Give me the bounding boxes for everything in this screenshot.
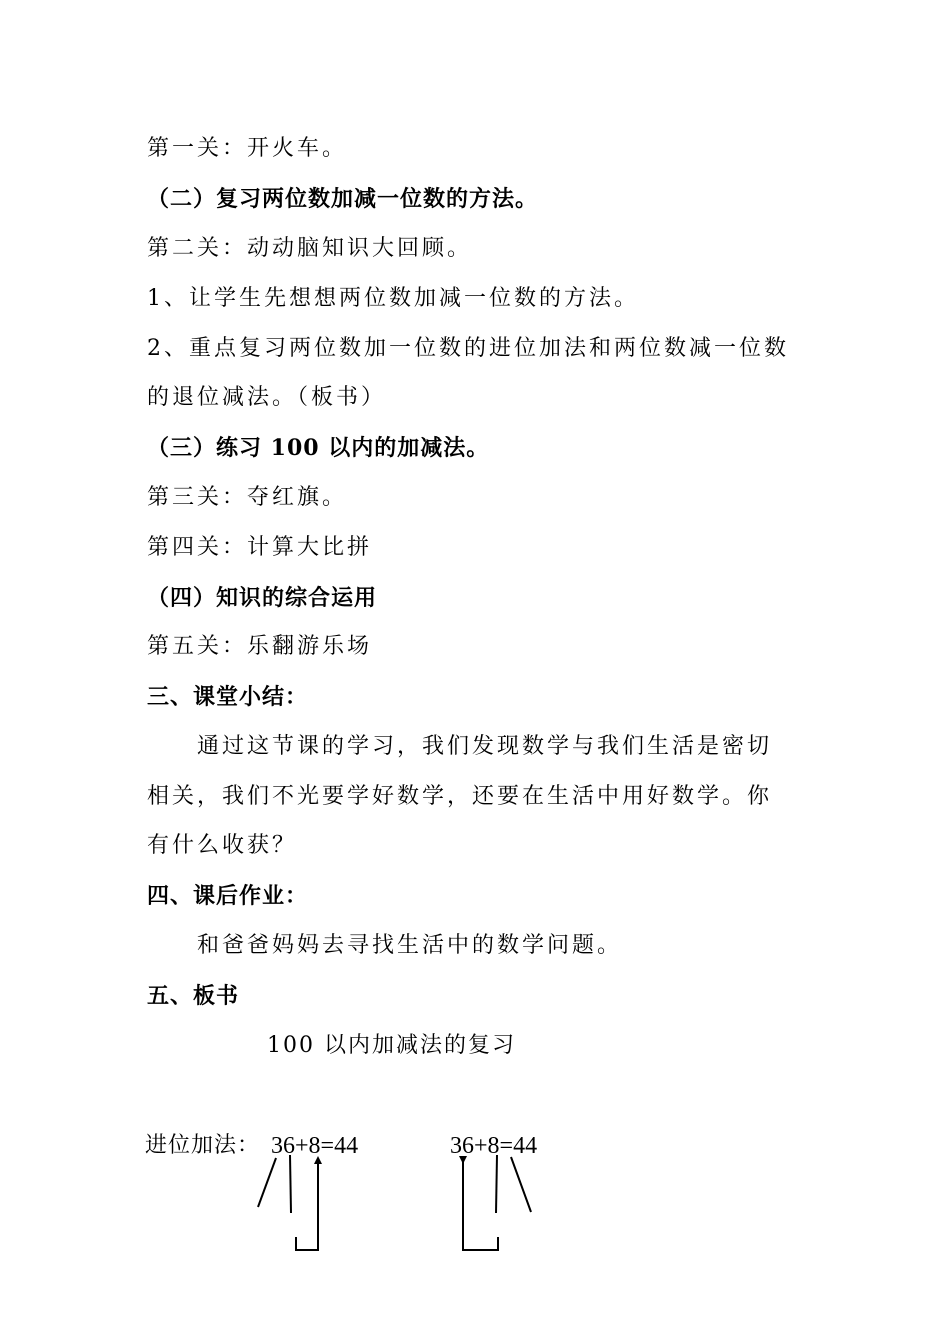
left-diagram-strokes: [258, 1155, 318, 1250]
item-two-line: 2、重点复习两位数加一位数的进位加法和两位数减一位数: [147, 336, 789, 361]
summary-paragraph-line-1: 通过这节课的学习，我们发现数学与我们生活是密切: [197, 734, 773, 759]
formula-right: 36+8=44: [450, 1133, 538, 1159]
level-three-line: 第三关：夺红旗。: [147, 485, 348, 510]
carry-addition-label: 进位加法：: [145, 1133, 261, 1158]
summary-paragraph-line-3: 有什么收获？: [147, 833, 298, 858]
summary-paragraph-line-2: 相关，我们不光要学好数学，还要在生活中用好数学。你: [147, 784, 773, 809]
homework-heading: 四、课后作业：: [147, 883, 309, 909]
board-heading: 五、板书: [147, 983, 240, 1009]
section-two-heading: （二）复习两位数加减一位数的方法。: [147, 186, 539, 212]
section-four-heading: （四）知识的综合运用: [147, 585, 378, 611]
level-five-line: 第五关：乐翻游乐场: [147, 634, 373, 659]
summary-heading: 三、课堂小结：: [147, 684, 309, 710]
section-three-heading: （三）练习 100 以内的加减法。: [147, 435, 490, 461]
board-title: 100 以内加减法的复习: [267, 1033, 516, 1058]
formula-left: 36+8=44: [271, 1133, 359, 1159]
homework-paragraph: 和爸爸妈妈去寻找生活中的数学问题。: [197, 933, 623, 958]
right-diagram-strokes: [463, 1155, 531, 1250]
level-four-line: 第四关：计算大比拼: [147, 535, 373, 560]
item-two-continued-line: 的退位减法。（板书）: [147, 385, 387, 410]
level-one-line: 第一关：开火车。: [147, 136, 348, 161]
level-two-line: 第二关：动动脑知识大回顾。: [147, 236, 473, 261]
item-one-line: 1、让学生先想想两位数加减一位数的方法。: [147, 286, 639, 311]
